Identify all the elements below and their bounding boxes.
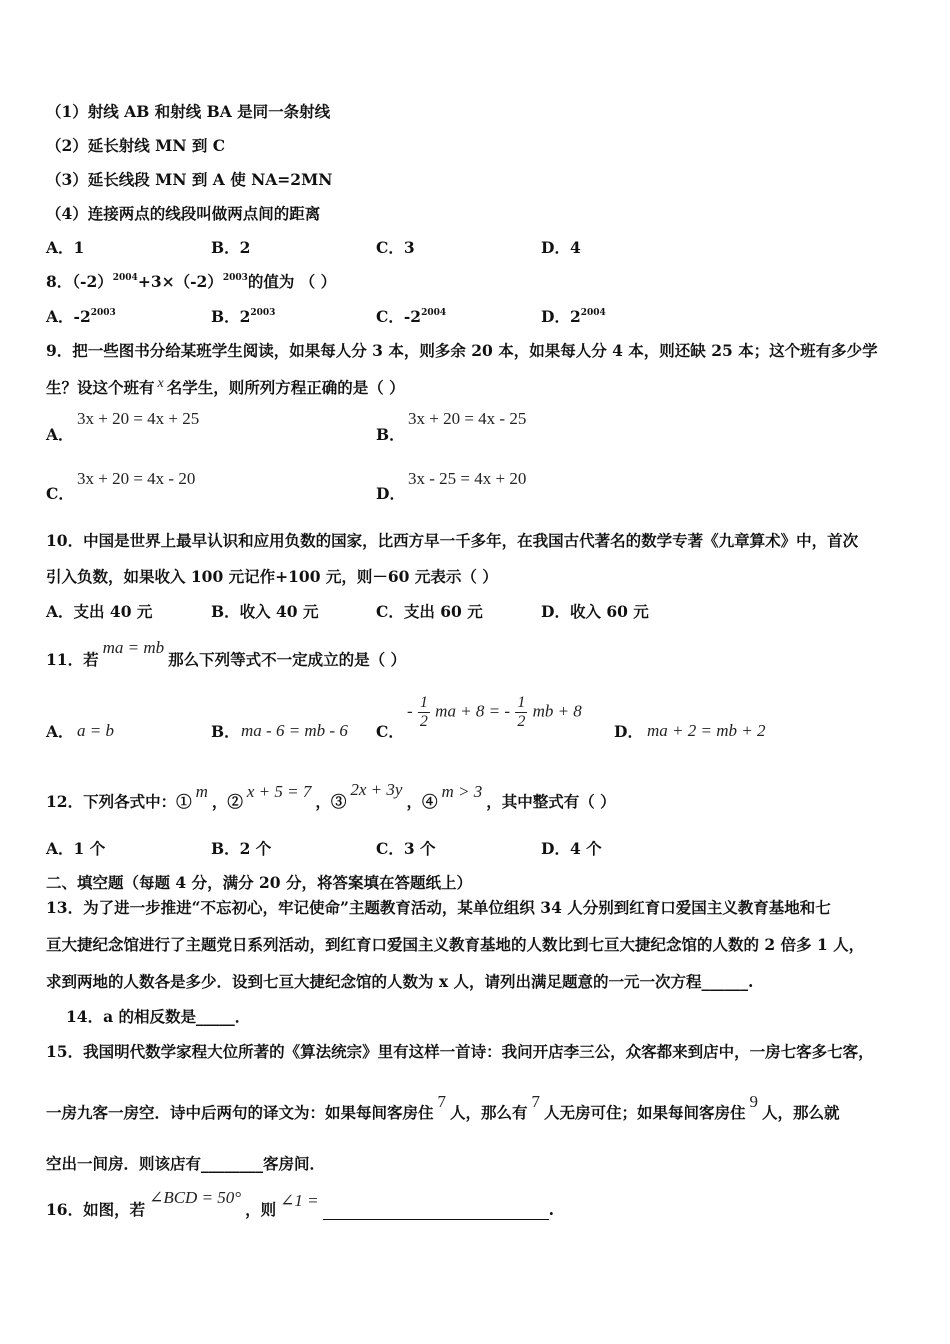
q15-line2: 一房九客一房空．诗中后两句的译文为：如果每间客房住7人，那么有7人无房可住；如果每间客房住9人，那么就 — [46, 1092, 840, 1122]
q12-stem: 12．下列各式中：①m，②x + 5 = 7，③2x + 3y，④m > 3，其中整式有（ ） — [46, 780, 616, 811]
q9-equation-a: 3x + 20 = 4x + 25 — [77, 409, 200, 428]
q8-stem: 8．$(-2)^{2004}+3\times(-2)^{2003}$的值为 （ ） — [46, 272, 337, 291]
q11-stem: 11．若ma = mb那么下列等式不一定成立的是（ ） — [46, 638, 407, 669]
q9-label-b: B． — [376, 425, 405, 444]
q11-label-a: A． — [46, 722, 74, 741]
q12-option-b: B．2 个 — [211, 839, 272, 858]
q7-option-a: A．1 — [46, 238, 85, 257]
q11-option-b-expr: ma - 6 = mb - 6 — [241, 721, 348, 740]
q10-option-a: A．支出 40 元 — [46, 602, 153, 621]
q15-line1: 15．我国明代数学家程大位所著的《算法统宗》里有这样一首诗：我问开店李三公，众客都来到店中，一房七客多七客， — [46, 1042, 874, 1061]
section-heading-fill-in: 二、填空题（每题 4 分，满分 20 分，将答案填在答题纸上） — [46, 873, 472, 892]
q11-option-c-expr: - $\frac{1}{2}$ ma + 8 = - $\frac{1}{2}$ mb + 8 — [407, 694, 582, 730]
answer-blank[interactable] — [323, 1203, 549, 1220]
fraction-half: $\frac{1}{2}$ — [419, 694, 428, 730]
q10-option-b: B．收入 40 元 — [211, 602, 319, 621]
q11-label-d: D． — [614, 722, 643, 741]
q8-option-a: A．$-2^{2003}$ — [46, 307, 116, 326]
q7-statement-1: （1）射线 AB 和射线 BA 是同一条射线 — [46, 102, 331, 121]
q7-statement-2: （2）延长射线 MN 到 C — [46, 136, 226, 155]
q9-stem-line2: 生？设这个班有 x 名学生，则所列方程正确的是（ ） — [46, 376, 405, 397]
q11-label-b: B． — [211, 722, 240, 741]
q7-option-d: D．4 — [541, 238, 581, 257]
q9-stem-line1: 9．把一些图书分给某班学生阅读，如果每人分 3 本，则多余 20 本，如果每人分 4 本，则还缺 25 本；这个班有多少学 — [46, 341, 878, 360]
q14-stem: 14．a 的相反数是_____． — [66, 1007, 251, 1026]
q7-option-c: C．3 — [376, 238, 415, 257]
q16-stem: 16．如图，若∠BCD = 50°，则 ∠1 = . — [46, 1188, 554, 1219]
q11-option-a-expr: a = b — [77, 721, 114, 740]
q10-option-c: C．支出 60 元 — [376, 602, 483, 621]
q7-statement-4: （4）连接两点的线段叫做两点间的距离 — [46, 204, 321, 223]
q13-line1: 13．为了进一步推进“不忘初心，牢记使命”主题教育活动，某单位组织 34 人分别到红育口爱国主义教育基地和七 — [46, 898, 831, 917]
q13-line2: 亘大捷纪念馆进行了主题党日系列活动，到红育口爱国主义教育基地的人数比到七亘大捷纪念馆的人数的 2 倍多 1 人， — [46, 935, 865, 954]
q9-equation-b: 3x + 20 = 4x - 25 — [408, 409, 527, 428]
q9-equation-c: 3x + 20 = 4x - 20 — [77, 469, 196, 488]
q9-equation-d: 3x - 25 = 4x + 20 — [408, 469, 527, 488]
q9-label-c: C． — [46, 484, 74, 503]
q7-statement-3: （3）延长线段 MN 到 A 使 NA=2MN — [46, 170, 333, 189]
q12-option-d: D．4 个 — [541, 839, 602, 858]
q13-line3: 求到两地的人数各是多少．设到七亘大捷纪念馆的人数为 x 人，请列出满足题意的一元一次方程______. — [46, 972, 754, 991]
q10-option-d: D．收入 60 元 — [541, 602, 649, 621]
q9-label-d: D． — [376, 484, 405, 503]
q10-stem-line2: 引入负数，如果收入 100 元记作+100 元，则－60 元表示（ ） — [46, 567, 498, 586]
fraction-half: $\frac{1}{2}$ — [517, 694, 526, 730]
q8-option-b: B．$2^{2003}$ — [211, 307, 276, 326]
q12-option-c: C．3 个 — [376, 839, 436, 858]
q15-line3: 空出一间房．则该店有________客房间． — [46, 1154, 326, 1173]
q11-option-d-expr: ma + 2 = mb + 2 — [647, 721, 766, 740]
q12-option-a: A．1 个 — [46, 839, 106, 858]
q8-option-d: D．$2^{2004}$ — [541, 307, 606, 326]
q9-label-a: A． — [46, 425, 74, 444]
q11-label-c: C． — [376, 722, 404, 741]
q10-stem-line1: 10．中国是世界上最早认识和应用负数的国家，比西方早一千多年，在我国古代著名的数学专著《九章算术》中，首次 — [46, 531, 859, 550]
q7-option-b: B．2 — [211, 238, 251, 257]
q8-option-c: C．$-2^{2004}$ — [376, 307, 447, 326]
